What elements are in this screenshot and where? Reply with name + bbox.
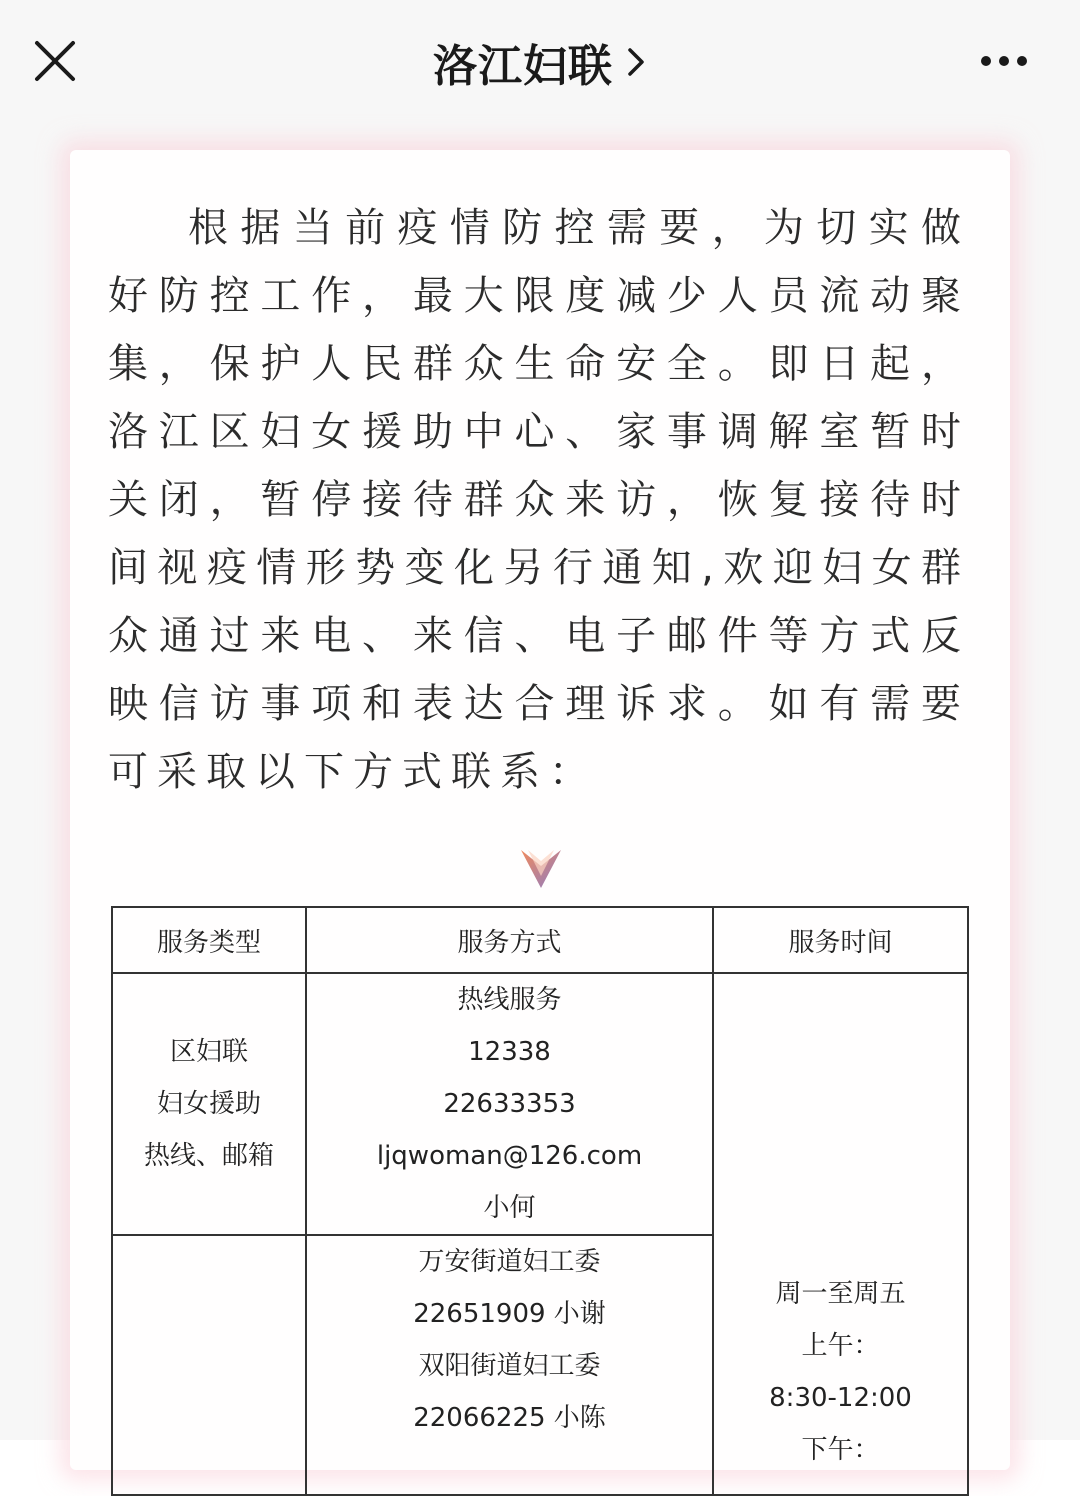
- email-address[interactable]: ljqwoman@126.com: [376, 1141, 643, 1171]
- service-time-line: 周一至周五: [775, 1279, 906, 1309]
- service-type-cell: [112, 1235, 306, 1495]
- chevron-down-decoration-icon: [518, 846, 564, 892]
- service-method-cell: [306, 1235, 713, 1495]
- page-title: 洛江妇联: [433, 41, 613, 92]
- service-type-line: 区妇联: [169, 1037, 248, 1067]
- service-method-line: 热线服务: [457, 985, 562, 1015]
- account-title-link[interactable]: [0, 30, 1080, 94]
- more-horizontal-icon[interactable]: [972, 44, 1036, 78]
- phone-number[interactable]: 22633353: [443, 1089, 576, 1119]
- table-header-row: [112, 907, 968, 973]
- header-service-time: 服务时间: [713, 907, 968, 973]
- service-time-line: 上午：: [801, 1331, 880, 1361]
- table-row: [112, 973, 968, 1235]
- service-method-line: 双阳街道妇工委: [418, 1351, 601, 1381]
- chevron-right-icon: [625, 45, 647, 79]
- phone-number[interactable]: 22066225 小陈: [413, 1403, 606, 1433]
- service-type-line: 妇女援助: [156, 1089, 261, 1119]
- header-service-method: 服务方式: [306, 907, 713, 973]
- hotline-number[interactable]: 12338: [468, 1037, 551, 1067]
- article-paragraph: 根据当前疫情防控需要，为切实做好防控工作，最大限度减少人员流动聚集，保护人民群众生命安全。即日起，洛江区妇女援助中心、家事调解室暂时关闭，暂停接待群众来访，恢复接待时间视疫情形势变化另行通知,欢迎妇女群众通过来电、来信、电子邮件等方式反映信访事项和表达合理诉求。如有需要可采取以下方式联系：: [108, 205, 970, 795]
- top-navigation-bar: [0, 0, 1080, 120]
- service-time-line: 8:30-12:00: [769, 1383, 912, 1413]
- contact-person: 小何: [483, 1193, 536, 1223]
- service-time-cell: [713, 973, 968, 1495]
- service-method-cell: [306, 973, 713, 1235]
- service-time-line: 下午：: [801, 1435, 880, 1465]
- service-type-line: 热线、邮箱: [143, 1141, 274, 1171]
- service-method-line: 万安街道妇工委: [418, 1247, 601, 1277]
- header-service-type: 服务类型: [112, 907, 306, 973]
- phone-number[interactable]: 22651909 小谢: [413, 1299, 606, 1329]
- service-type-cell: [112, 973, 306, 1235]
- service-table: [111, 906, 969, 1496]
